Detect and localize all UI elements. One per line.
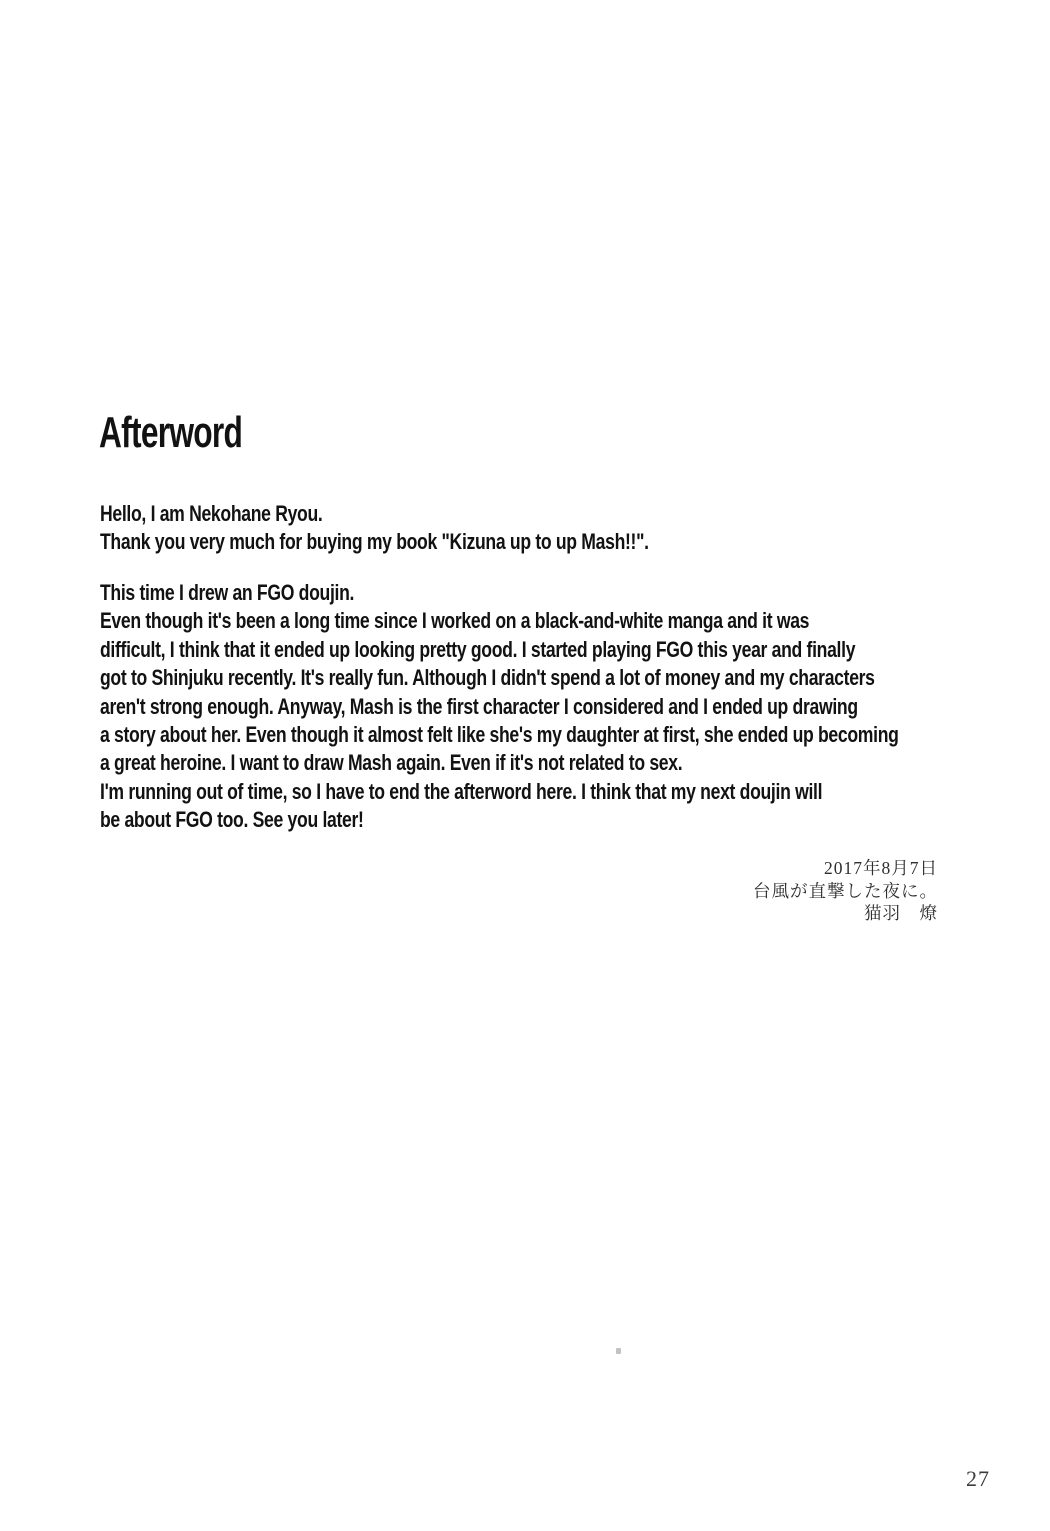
page-title: Afterword <box>99 408 243 457</box>
page-number: 27 <box>966 1466 990 1491</box>
text-line: a story about her. Even though it almost felt like she's my daughter at first, she ended up becoming <box>100 721 899 747</box>
text-line: aren't strong enough. Anyway, Mash is the first character I considered and I ended up drawing <box>100 693 858 719</box>
text-line: Thank you very much for buying my book "Kizuna up to up Mash!!". <box>100 529 649 555</box>
text-line: This time I drew an FGO doujin. <box>100 580 355 605</box>
colophon-author: 猫羽 燎 <box>864 903 938 923</box>
text-line: be about FGO too. See you later! <box>100 807 364 833</box>
colophon <box>753 857 938 925</box>
text-line: Hello, I am Nekohane Ryou. <box>100 501 323 526</box>
text-line: difficult, I think that it ended up looking pretty good. I started playing FGO this year and finally <box>100 636 856 662</box>
colophon-date: 2017年8月7日 <box>824 858 938 878</box>
text-line: a great heroine. I want to draw Mash again. Even if it's not related to sex. <box>100 750 683 776</box>
text-line: Even though it's been a long time since I worked on a black-and-white manga and it was <box>100 608 810 634</box>
body-paragraph <box>100 579 1044 835</box>
text-line: got to Shinjuku recently. It's really fun. Although I didn't spend a lot of money and my characters <box>100 665 875 691</box>
colophon-note: 台風が直撃した夜に。 <box>753 880 938 901</box>
intro-paragraph <box>100 500 1044 557</box>
scan-dust-speck <box>616 1348 621 1354</box>
text-line: I'm running out of time, so I have to end the afterword here. I think that my next doujin will <box>100 778 823 804</box>
